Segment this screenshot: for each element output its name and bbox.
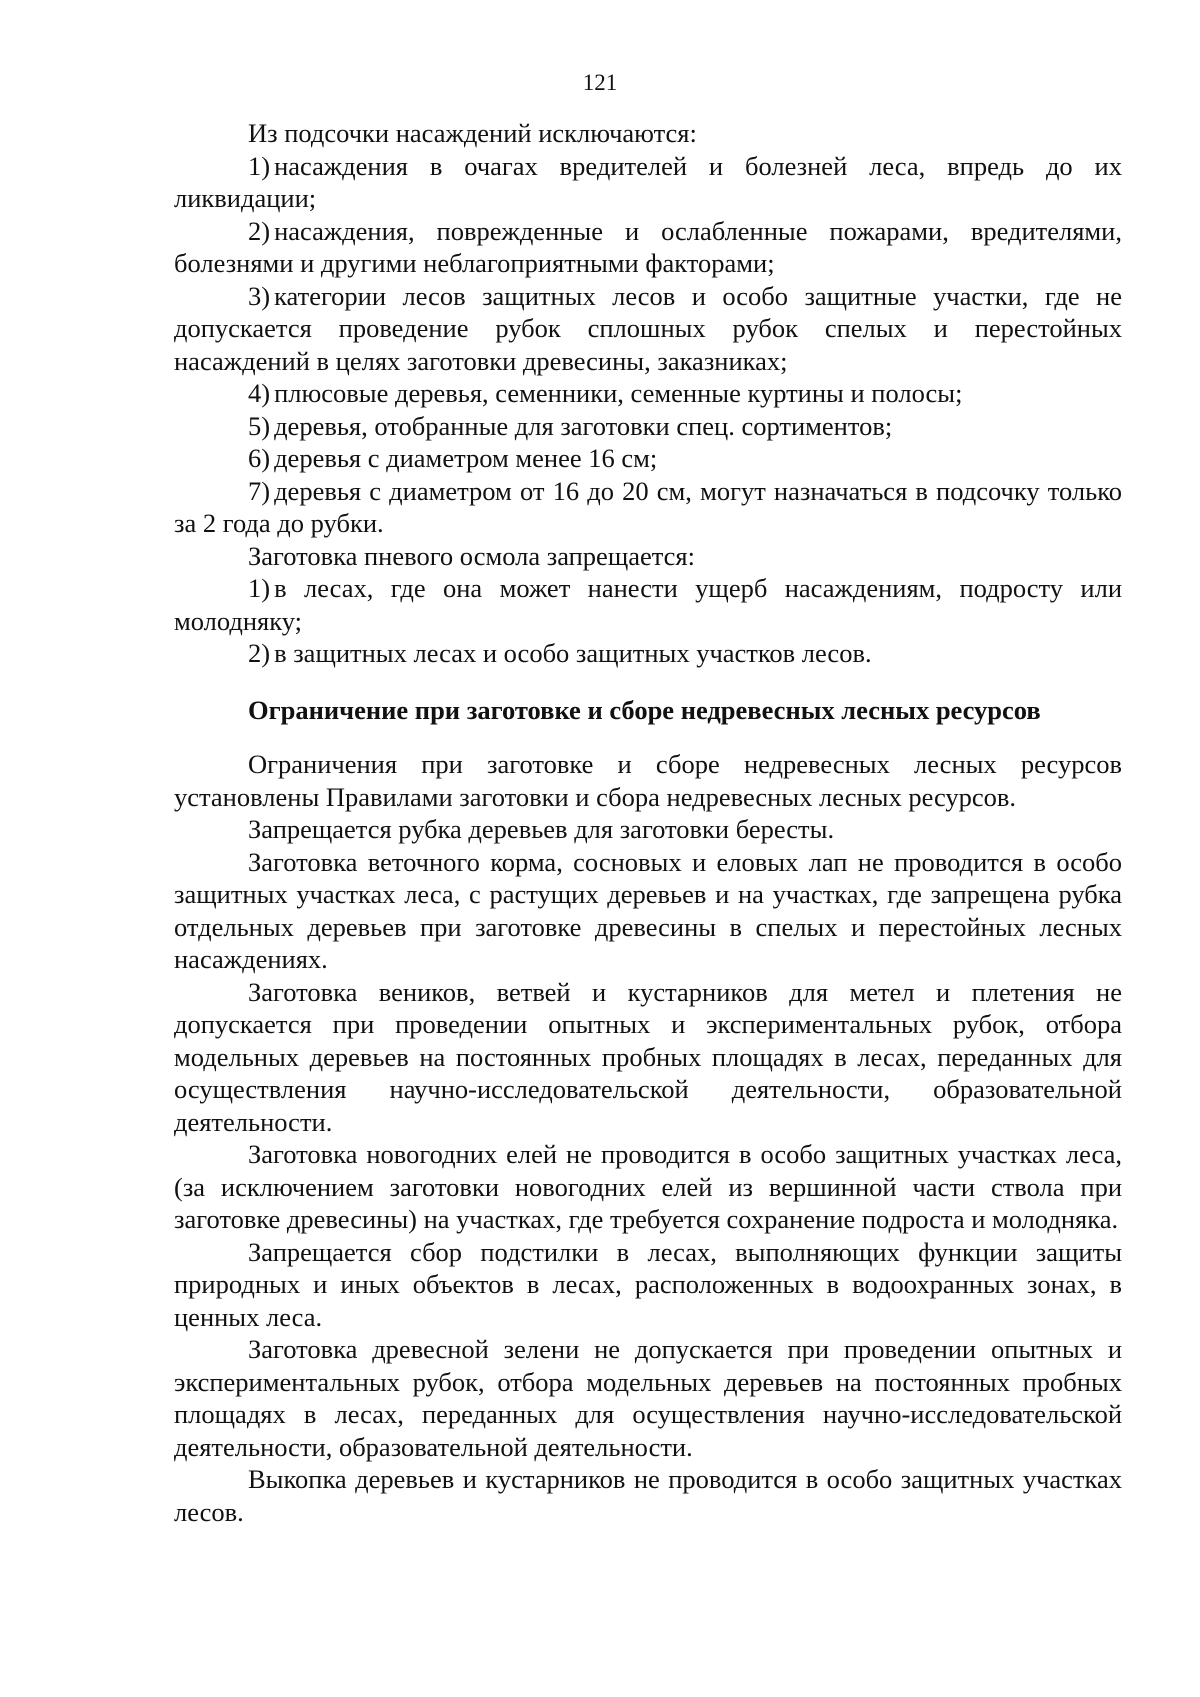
- list-item-text: насаждения, поврежденные и ослабленные пожарами, вредителями, болезнями и другими неблагоприятными факторами;: [174, 215, 1122, 278]
- page-number: 121: [582, 70, 618, 95]
- paragraph: Ограничения при заготовке и сборе недревесных лесных ресурсов установлены Правилами заготовки и сбора недревесных лесных ресурсов.: [174, 749, 1122, 812]
- list-intro-resin: Заготовка пневого осмола запрещается:: [248, 540, 695, 571]
- list-item-text: деревья, отобранные для заготовки спец. сортиментов;: [274, 410, 893, 441]
- list-item-text: плюсовые деревья, семенники, семенные куртины и полосы;: [274, 378, 963, 408]
- list-item: [174, 442, 1122, 475]
- paragraph: Выкопка деревьев и кустарников не проводится в особо защитных участках лесов.: [174, 1464, 1122, 1527]
- paragraph: Заготовка новогодних елей не проводится в особо защитных участках леса, (за исключением заготовки новогодних елей из вершинной части ствола при заготовке древесины) на участках, где требуется сохранение подроста и молодняка.: [174, 1139, 1122, 1234]
- list-item-text: насаждения в очагах вредителей и болезней леса, впредь до их ликвидации;: [174, 150, 1122, 213]
- list-item-number: 5): [248, 410, 271, 441]
- list-item: [174, 280, 1122, 378]
- list-item: [174, 215, 1122, 280]
- list-intro-tapping: Из подсочки насаждений исключаются:: [248, 118, 697, 148]
- list-item-number: 7): [248, 475, 271, 506]
- paragraph: Заготовка древесной зелени не допускается при проведении опытных и экспериментальных рубок, отбора модельных деревьев на постоянных пробных площадях в лесах, переданных для осуществления научно-исследовательской деятельности, образовательной деятельности.: [174, 1334, 1122, 1462]
- list-item-number: 6): [248, 443, 271, 473]
- list-item-text: в защитных лесах и особо защитных участков лесов.: [274, 638, 872, 668]
- list-item: [174, 377, 1122, 410]
- list-item-number: 2): [248, 215, 271, 246]
- paragraph: Запрещается сбор подстилки в лесах, выполняющих функции защиты природных и иных объектов в лесах, расположенных в водоохранных зонах, в ценных леса.: [174, 1236, 1122, 1332]
- list-item-text: категории лесов защитных лесов и особо защитные участки, где не допускается проведение рубок сплошных рубок спелых и перестойных насаждений в целях заготовки древесины, заказниках;: [174, 280, 1122, 376]
- page-content: [174, 117, 1122, 1528]
- list-item-number: 3): [248, 280, 271, 311]
- list-item: [174, 475, 1122, 540]
- list-item: [174, 150, 1122, 215]
- paragraph: Заготовка веников, ветвей и кустарников для метел и плетения не допускается при проведении опытных и экспериментальных рубок, отбора модельных деревьев на постоянных пробных площадях в лесах, переданных для осуществления научно-исследовательской деятельности, образовательной деятельности.: [174, 976, 1122, 1137]
- list-item: [174, 572, 1122, 637]
- list-item-number: 2): [248, 638, 271, 668]
- list-item: [174, 410, 1122, 443]
- list-item-number: 4): [248, 378, 271, 408]
- section-heading: Ограничение при заготовке и сборе недревесных лесных ресурсов: [248, 694, 1041, 725]
- list-item-text: в лесах, где она может нанести ущерб насаждениям, подросту или молодняку;: [174, 573, 1122, 636]
- paragraph: Запрещается рубка деревьев для заготовки бересты.: [248, 814, 835, 844]
- list-item-number: 1): [248, 573, 271, 603]
- list-item-text: деревья с диаметром от 16 до 20 см, могут назначаться в подсочку только за 2 года до рубки.: [174, 475, 1122, 538]
- list-item-number: 1): [248, 150, 271, 181]
- list-item-text: деревья с диаметром менее 16 см;: [274, 443, 658, 473]
- paragraph: Заготовка веточного корма, сосновых и еловых лап не проводится в особо защитных участках леса, с растущих деревьев и на участках, где запрещена рубка отдельных деревьев при заготовке древесины в спелых и перестойных лесных насаждениях.: [174, 846, 1122, 974]
- list-item: [174, 637, 1122, 670]
